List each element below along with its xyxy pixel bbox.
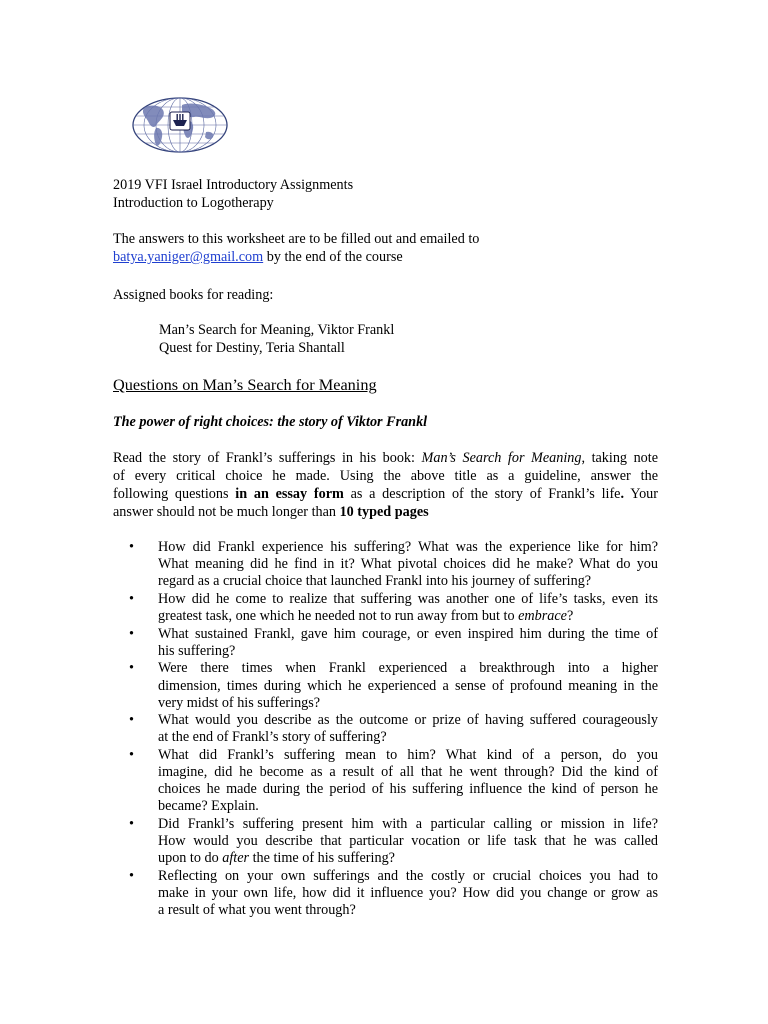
question-line: What would you describe as the outcome or prize of having suffered courageously: [158, 712, 658, 729]
email-link[interactable]: batya.yaniger@gmail.com: [113, 249, 264, 265]
question-item: [113, 591, 658, 625]
essay-form-bold: in an essay form: [235, 486, 344, 502]
question-item: [113, 712, 658, 746]
period-bold: .: [620, 486, 625, 502]
question-text: [158, 712, 658, 746]
question-item: [113, 539, 658, 590]
question-line: imagine, did he become as a result of all that he went through? Did the kind of: [158, 764, 658, 781]
instructions-text: as a description of the story of Frankl’s life: [343, 486, 621, 502]
question-item: [113, 816, 658, 867]
question-text-part: the time of his suffering?: [249, 850, 395, 867]
question-line: his suffering?: [158, 642, 236, 659]
instructions-text: Your: [624, 486, 658, 502]
instructions-text: following questions: [113, 486, 236, 502]
book-title-italic: Man’s Search for Meaning: [421, 450, 582, 466]
book-item-1: Man’s Search for Meaning, Viktor Frankl: [159, 322, 395, 338]
question-line: choices he made during the period of his suffering influence the kind of person he: [158, 781, 658, 798]
question-line: How did Frankl experience his suffering? What was the experience like for him?: [158, 539, 658, 555]
question-item: [113, 747, 658, 815]
section-heading: Questions on Man’s Search for Meaning: [113, 375, 377, 394]
book-item-2: Quest for Destiny, Teria Shantall: [159, 340, 345, 356]
bullet-icon: •: [129, 747, 134, 764]
question-line: [158, 850, 658, 867]
intro-line-2-rest: by the end of the course: [263, 249, 403, 265]
instructions-line-2: of every critical choice he made. Using the above title as a guideline, answer the: [113, 468, 658, 484]
question-line: [158, 608, 658, 625]
bullet-icon: •: [129, 867, 134, 884]
question-text-part: greatest task, one which he needed not to run away from but to: [158, 607, 519, 624]
section-subheading: The power of right choices: the story of Viktor Frankl: [113, 414, 428, 430]
section-heading-block: [113, 376, 658, 394]
question-text: [158, 539, 658, 590]
intro-line-2: [113, 248, 658, 266]
after-italic: after: [222, 850, 250, 867]
question-line: What did Frankl’s suffering mean to him? What kind of a person, do you: [158, 747, 658, 764]
books-label-block: [113, 286, 658, 304]
books-list: [159, 321, 704, 357]
instructions-line-1: [113, 449, 658, 467]
question-line: dimension, times during which he experienced a sense of profound meaning in the: [158, 677, 658, 694]
header-title-line-2: Introduction to Logotherapy: [113, 195, 274, 211]
intro-block: [113, 230, 658, 266]
question-line: How would you describe that particular vocation or life task that he was called: [158, 833, 658, 850]
question-item: [113, 660, 658, 711]
question-line: Did Frankl’s suffering present him with a particular calling or mission in life?: [158, 816, 658, 833]
header-title-line-1: 2019 VFI Israel Introductory Assignments: [113, 177, 354, 193]
question-line: Reflecting on your own sufferings and the costly or crucial choices you had to: [158, 867, 658, 884]
page-limit-bold: 10 typed pages: [339, 504, 429, 520]
question-text: [158, 816, 658, 867]
bullet-icon: •: [129, 590, 134, 607]
bullet-icon: •: [129, 712, 134, 729]
question-line: make in your own life, how did it influence you? How did you change or grow as: [158, 885, 658, 902]
embrace-italic: embrace: [518, 607, 567, 624]
bullet-icon: •: [129, 625, 134, 642]
question-line: What sustained Frankl, gave him courage, or even inspired him during the time of: [158, 625, 658, 642]
globe-logo: [130, 96, 230, 154]
question-text: [158, 660, 658, 711]
question-text: [158, 868, 658, 919]
instructions-text: Read the story of Frankl’s sufferings in his book:: [113, 450, 422, 466]
question-line: What meaning did he find in it? What pivotal choices did he make? What do you: [158, 556, 658, 573]
question-item: [113, 626, 658, 660]
question-text: [158, 626, 658, 660]
question-line: became? Explain.: [158, 798, 259, 815]
bullet-icon: •: [129, 539, 134, 555]
bullet-icon: •: [129, 660, 134, 677]
instructions-line-4: [113, 503, 658, 521]
question-line: How did he come to realize that suffering was another one of life’s tasks, even its: [158, 590, 658, 607]
bullet-icon: •: [129, 816, 134, 833]
question-text-part: ?: [566, 607, 574, 624]
instructions-paragraph: [113, 449, 658, 521]
question-text: [158, 591, 658, 625]
questions-list: [113, 539, 658, 920]
question-item: [113, 868, 658, 919]
question-line: very midst of his sufferings?: [158, 694, 321, 711]
question-text-part: upon to do: [158, 850, 223, 867]
subheading-block: [113, 413, 658, 431]
question-line: at the end of Frankl’s story of suffering?: [158, 729, 387, 746]
instructions-line-3: [113, 485, 658, 503]
instructions-text: , taking note: [581, 450, 659, 466]
intro-line-1: The answers to this worksheet are to be filled out and emailed to: [113, 231, 480, 247]
question-text: [158, 747, 658, 815]
question-line: regard as a crucial choice that launched Frankl into his journey of suffering?: [158, 573, 592, 590]
question-line: a result of what you went through?: [158, 902, 356, 919]
books-label: Assigned books for reading:: [113, 287, 274, 303]
instructions-text: answer should not be much longer than: [113, 504, 340, 520]
header-block: [113, 176, 658, 212]
question-line: Were there times when Frankl experienced a breakthrough into a higher: [158, 660, 658, 677]
